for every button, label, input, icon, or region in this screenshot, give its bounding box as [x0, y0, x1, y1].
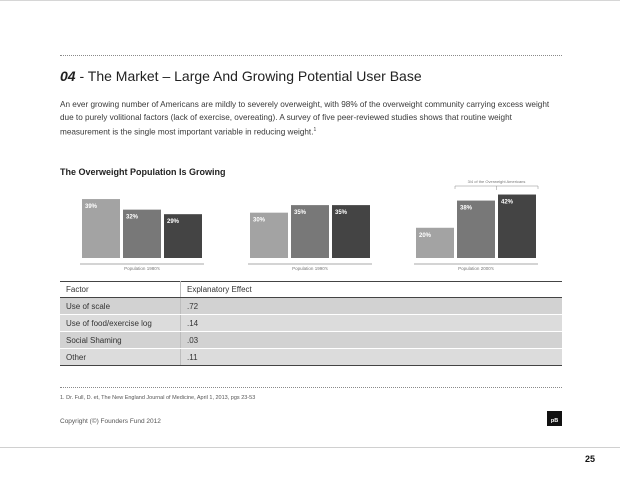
table-header-row [60, 282, 562, 298]
factor-table [60, 281, 562, 366]
bar-value-label: 35% [294, 210, 307, 217]
chart-title: Population 1990's [292, 266, 328, 271]
effect-cell: .11 [181, 349, 563, 366]
category-label: Normal/Underweight [86, 259, 116, 264]
factor-cell: Use of scale [60, 298, 181, 315]
effect-cell: .03 [181, 332, 563, 349]
bar-value-label: 38% [460, 205, 473, 212]
annotation-bracket [455, 186, 538, 190]
footnote: 1. Dr. Full, D. et, The New England Journal of Medicine, April 1, 2013, pgs 23-53 [60, 395, 256, 401]
table-row [60, 332, 562, 349]
table-header-effect: Explanatory Effect [181, 282, 563, 298]
footnote-divider [60, 387, 562, 388]
bar-value-label: 32% [126, 214, 139, 221]
effect-cell: .14 [181, 315, 563, 332]
bar-value-label: 29% [167, 219, 180, 226]
table-row [60, 349, 562, 366]
factor-cell: Social Shaming [60, 332, 181, 349]
bar-value-label: 35% [335, 210, 348, 217]
effect-cell: .72 [181, 298, 563, 315]
intro-text: An ever growing number of Americans are mildly to severely overweight, with 98% of the overweight community carrying excess weight due to purely volitional factors (lack of exercise, overeating). A survey of five peer-reviewed studies shows that routine weight measurement is the single most important variable in reducing weight. [60, 100, 550, 137]
footer-divider [0, 447, 620, 448]
category-label: Overweight [301, 259, 319, 264]
bar-value-label: 20% [419, 232, 432, 239]
chart-section-title: The Overweight Population Is Growing [60, 167, 226, 177]
table-header-factor: Factor [60, 282, 181, 298]
chart-title: Population 2000's [458, 266, 494, 271]
category-label: Overweight [467, 259, 485, 264]
bar-value-label: 42% [501, 199, 514, 206]
copyright: Copyright (©) Founders Fund 2012 [60, 418, 161, 425]
category-label: Obese [178, 259, 188, 264]
chart-title: Population 1980's [124, 266, 160, 271]
chart-annotation: 3/4 of the Overweight Americans [467, 179, 526, 184]
table-row [60, 315, 562, 332]
table-row [60, 298, 562, 315]
category-label: Normal/Underweight [254, 259, 284, 264]
category-label: Overweight [133, 259, 151, 264]
category-label: Obese [512, 259, 522, 264]
category-label: Obese [346, 259, 356, 264]
founders-fund-logo: pB [547, 411, 562, 426]
intro-footnote-marker: 1 [313, 127, 317, 133]
bar-value-label: 39% [85, 204, 98, 211]
factor-cell: Use of food/exercise log [60, 315, 181, 332]
section-title: - The Market – Large And Growing Potential User Base [75, 68, 422, 84]
section-number: 04 [60, 68, 76, 84]
category-label: Normal/Underweight [420, 259, 450, 264]
factor-cell: Other [60, 349, 181, 366]
page-number: 25 [585, 454, 596, 464]
bar-charts [0, 1, 620, 481]
bar-value-label: 30% [253, 217, 266, 224]
